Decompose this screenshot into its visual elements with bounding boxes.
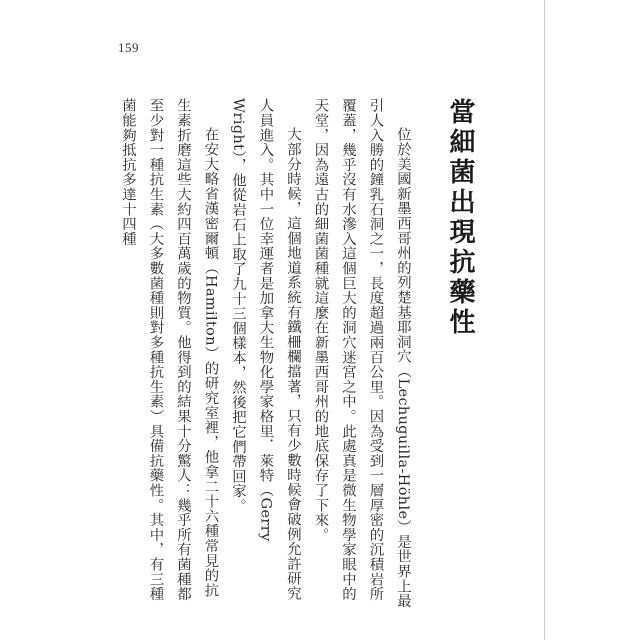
paragraph: 在安大略省漢密爾頓（Hamilton）的研究室裡，他拿二十六種常見的抗生素折磨這些大約四百萬歲的物質。他得到的結果十分驚人：幾乎所有菌種都至少對一種抗生素（大多數菌種則對多種抗生素）具備抗藥性。其中，有三種菌能夠抵抗多達十四種 [120,98,219,602]
paragraph: 位於美國新墨西哥州的列楚基耶洞穴（Lechuguilla-Höhle）是世界上最引人入勝的鐘乳石洞之一，長度超過兩百公里。因為受到一層厚密的沉積岩所覆蓋，幾乎沒有水滲入這個巨大的洞穴迷宮之中。此處真是微生物學家眼中的天堂，因為遠古的細菌菌種就這麼在新墨西哥州的地底保存了下來。 [312,98,411,608]
chapter-title: 當細菌出現抗藥性 [445,98,475,338]
paragraph: 大部分時候，這個地道系統有鐵柵欄擋著，只有少數時候會破例允許研究人員進入。其中一位幸運者是加拿大生物化學家格里．萊特（Gerry Wright），他從岩石上取了九十三個樣本，然後把它們帶回家。 [230,98,301,601]
page-text-body [120,98,480,608]
page-number: 159 [118,40,139,55]
